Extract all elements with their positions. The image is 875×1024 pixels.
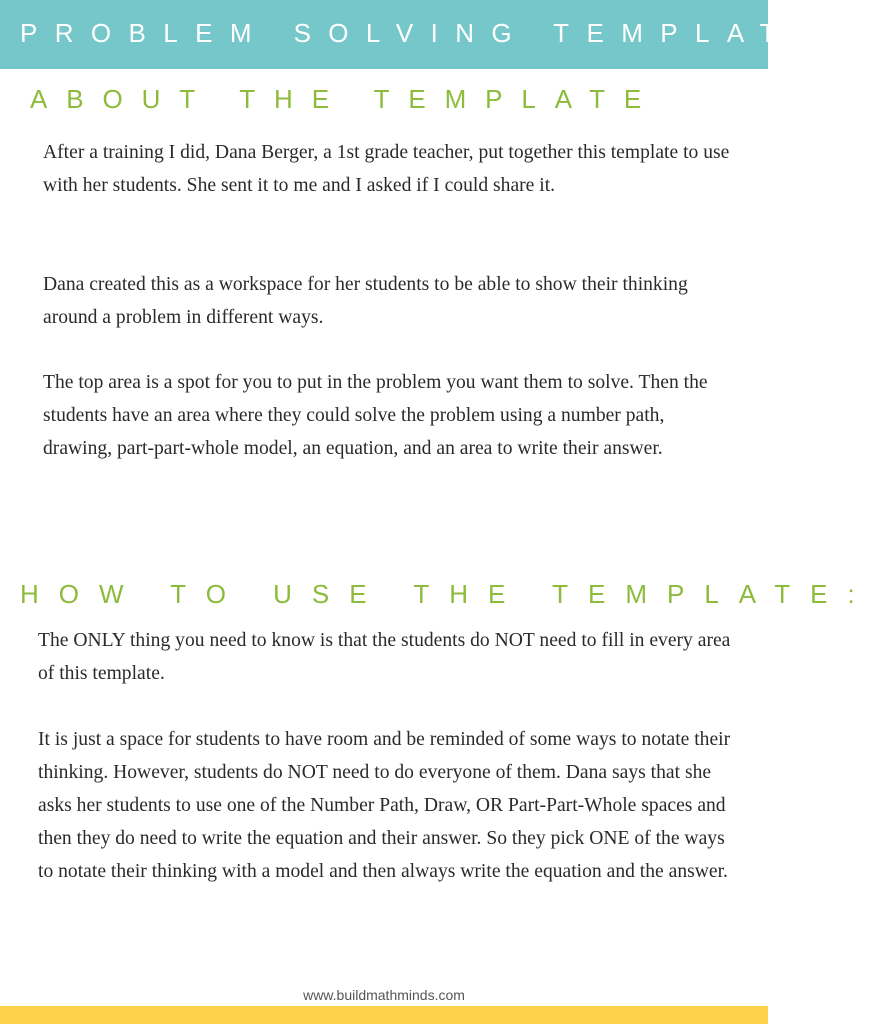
header-bar: [0, 0, 828, 69]
footer-bar: [0, 1006, 768, 1024]
about-paragraph: Dana created this as a workspace for her students to be able to show their thinking around a problem in different ways.: [43, 274, 688, 328]
about-heading: ABOUT THE TEMPLATE: [30, 84, 661, 114]
how-to-use-paragraph: The ONLY thing you need to know is that the students do NOT need to fill in every area of this template.: [38, 630, 731, 684]
about-paragraph: The top area is a spot for you to put in the problem you want them to solve. Then the students have an area where they could solve the problem using a number path, drawing, part-part-whole model, an equation, and an area to write their answer.: [43, 372, 708, 459]
about-paragraph: After a training I did, Dana Berger, a 1st grade teacher, put together this template to use with her students. She sent it to me and I asked if I could share it.: [43, 142, 730, 196]
footer-url-link[interactable]: www.buildmathminds.com: [303, 987, 465, 1003]
how-to-use-heading: HOW TO USE THE TEMPLATE:: [20, 579, 875, 609]
how-to-use-paragraph: It is just a space for students to have room and be reminded of some ways to notate their thinking. However, students do NOT need to do everyone of them. Dana says that she asks her students to use one of the Number Path, Draw, OR Part-Part-Whole spaces and then they do need to write the equation and their answer. So they pick ONE of the ways to notate their thinking with a model and then always write the equation and the answer.: [38, 729, 731, 882]
page-title: PROBLEM SOLVING TEMPLATE: [20, 18, 828, 48]
